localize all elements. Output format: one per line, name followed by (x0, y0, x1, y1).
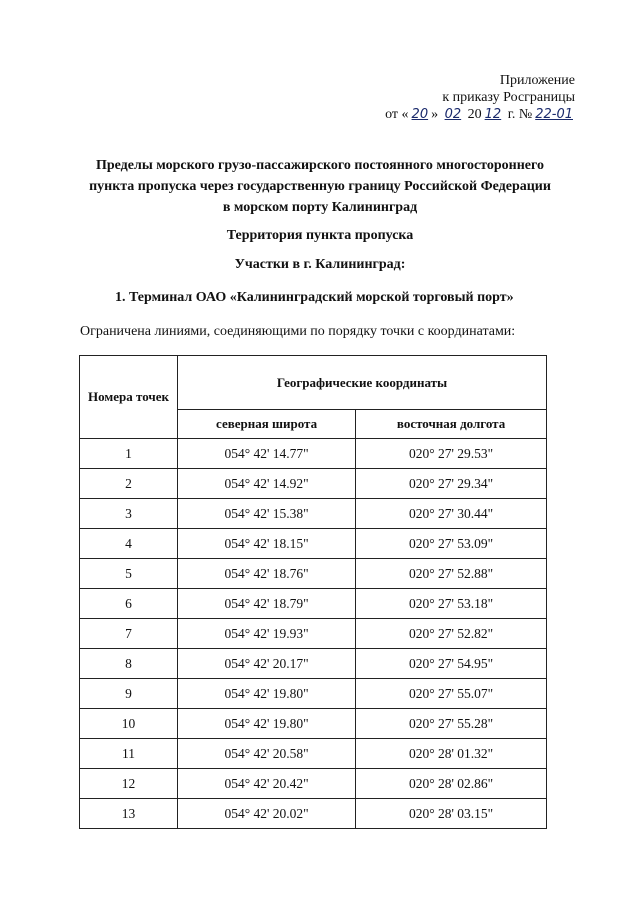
appendix-header (355, 72, 575, 123)
title-line-3: в морском порту Калининград (222, 200, 418, 215)
header-geo-coordinates: Географические координаты (178, 356, 547, 410)
longitude-cell: 020° 27' 55.28" (356, 709, 547, 739)
point-number-cell: 4 (80, 529, 178, 559)
terminal-heading: 1. Терминал ОАО «Калининградский морской торговый порт» (115, 290, 514, 305)
point-number-cell: 11 (80, 739, 178, 769)
point-number-cell: 3 (80, 499, 178, 529)
header-latitude: северная широта (178, 410, 356, 439)
point-number-cell: 6 (80, 589, 178, 619)
date-prefix: от « (385, 107, 409, 122)
table-row (80, 469, 547, 499)
point-number-cell: 5 (80, 559, 178, 589)
table-row (80, 799, 547, 829)
point-number-cell: 10 (80, 709, 178, 739)
longitude-cell: 020° 27' 52.88" (356, 559, 547, 589)
latitude-cell: 054° 42' 20.17" (178, 649, 356, 679)
longitude-cell: 020° 28' 01.32" (356, 739, 547, 769)
latitude-cell: 054° 42' 18.79" (178, 589, 356, 619)
table-row (80, 619, 547, 649)
table-row (80, 439, 547, 469)
point-number-cell: 12 (80, 769, 178, 799)
coordinates-table (79, 355, 547, 829)
table-row (80, 499, 547, 529)
number-prefix: г. № (507, 107, 533, 122)
latitude-cell: 054° 42' 19.80" (178, 709, 356, 739)
header-longitude: восточная долгота (356, 410, 547, 439)
order-reference: к приказу Росграницы (442, 90, 575, 105)
intro-text: Ограничена линиями, соединяющими по порядку точки с координатами: (80, 324, 516, 339)
year-prefix: 20 (467, 107, 482, 122)
table-row (80, 559, 547, 589)
latitude-cell: 054° 42' 15.38" (178, 499, 356, 529)
table-row (80, 769, 547, 799)
handwritten-year: 12 (484, 107, 502, 122)
longitude-cell: 020° 27' 30.44" (356, 499, 547, 529)
territory-heading: Территория пункта пропуска (226, 228, 414, 243)
longitude-cell: 020° 28' 03.15" (356, 799, 547, 829)
table-row (80, 529, 547, 559)
table-body (80, 439, 547, 829)
longitude-cell: 020° 28' 02.86" (356, 769, 547, 799)
table-row (80, 649, 547, 679)
latitude-cell: 054° 42' 19.93" (178, 619, 356, 649)
handwritten-order-number: 22-01 (535, 107, 573, 122)
title-line-1: Пределы морского грузо-пассажирского постоянного многостороннего (95, 158, 545, 173)
longitude-cell: 020° 27' 53.18" (356, 589, 547, 619)
latitude-cell: 054° 42' 18.76" (178, 559, 356, 589)
table-row (80, 709, 547, 739)
point-number-cell: 7 (80, 619, 178, 649)
latitude-cell: 054° 42' 20.02" (178, 799, 356, 829)
point-number-cell: 8 (80, 649, 178, 679)
appendix-label: Приложение (499, 73, 575, 88)
latitude-cell: 054° 42' 20.42" (178, 769, 356, 799)
latitude-cell: 054° 42' 18.15" (178, 529, 356, 559)
longitude-cell: 020° 27' 29.34" (356, 469, 547, 499)
point-number-cell: 9 (80, 679, 178, 709)
title-line-2: пункта пропуска через государственную границу Российской Федерации (89, 179, 551, 194)
latitude-cell: 054° 42' 20.58" (178, 739, 356, 769)
point-number-cell: 1 (80, 439, 178, 469)
longitude-cell: 020° 27' 53.09" (356, 529, 547, 559)
latitude-cell: 054° 42' 14.77" (178, 439, 356, 469)
handwritten-month: 02 (444, 107, 462, 122)
document-title (40, 155, 600, 218)
point-number-cell: 2 (80, 469, 178, 499)
handwritten-day: 20 (411, 107, 429, 122)
longitude-cell: 020° 27' 52.82" (356, 619, 547, 649)
date-mid: » (431, 107, 439, 122)
table-row (80, 739, 547, 769)
sections-heading: Участки в г. Калининград: (234, 257, 406, 272)
latitude-cell: 054° 42' 14.92" (178, 469, 356, 499)
latitude-cell: 054° 42' 19.80" (178, 679, 356, 709)
order-date-line (355, 106, 575, 123)
longitude-cell: 020° 27' 55.07" (356, 679, 547, 709)
table-row (80, 589, 547, 619)
longitude-cell: 020° 27' 54.95" (356, 649, 547, 679)
table-row (80, 679, 547, 709)
header-point-number: Номера точек (80, 356, 178, 439)
point-number-cell: 13 (80, 799, 178, 829)
longitude-cell: 020° 27' 29.53" (356, 439, 547, 469)
